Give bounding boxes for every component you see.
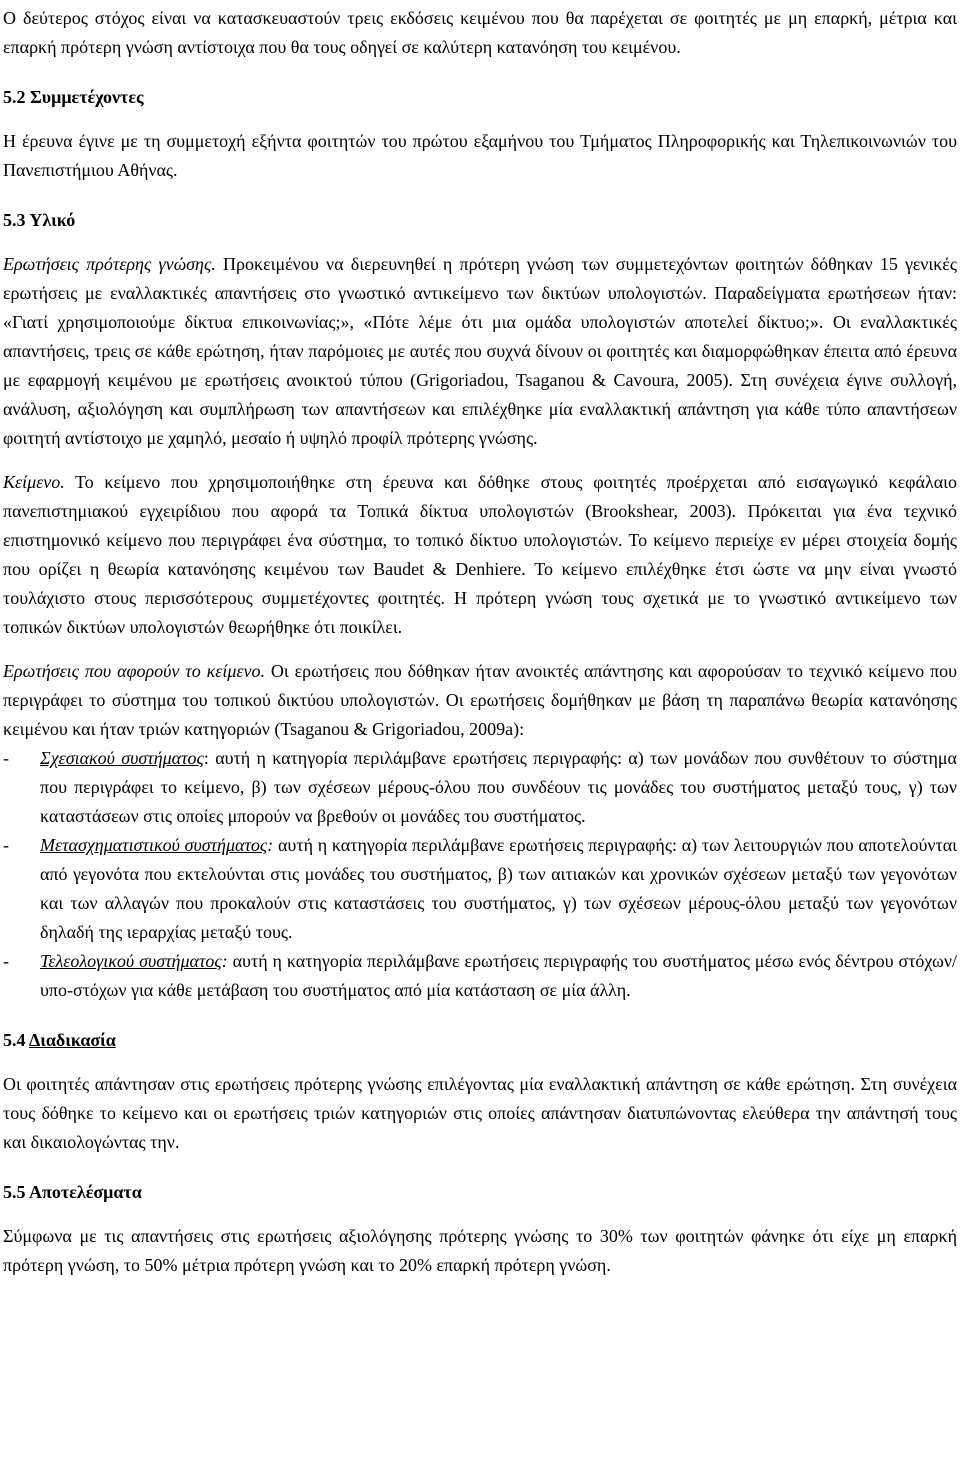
participants-paragraph: Η έρευνα έγινε με τη συμμετοχή εξήντα φοιτητών του πρώτου εξαμήνου του Τμήματος Πληροφορικής και Τηλεπικοινωνιών του Πανεπιστήμιου Αθήνας. <box>3 131 957 180</box>
intro-paragraph: Ο δεύτερος στόχος είναι να κατασκευαστούν τρεις εκδόσεις κειμένου που θα παρέχεται σε φοιτητές με μη επαρκή, μέτρια και επαρκή πρότερη γνώση αντίστοιχα που θα τους οδηγεί σε καλύτερη κατανόηση του κειμένου. <box>3 8 957 57</box>
paragraph-lead: Κείμενο. <box>3 472 65 492</box>
question-categories-list <box>3 744 957 1005</box>
section-number: 5.4 <box>3 1030 26 1050</box>
paragraph-lead: Ερωτήσεις που αφορούν το κείμενο. <box>3 661 265 681</box>
section-heading-5-3 <box>3 206 957 235</box>
section-title: Συμμετέχοντες <box>30 87 144 107</box>
category-separator: : <box>221 951 228 971</box>
category-description: αυτή η κατηγορία περιλάμβανε ερωτήσεις περιγραφής του συστήματος μέσω ενός δέντρου στόχων/ υπο-στόχων για κάθε μετάβαση του συστήματος από μία κατάσταση σε μία άλλη. <box>40 951 958 1000</box>
category-description: αυτή η κατηγορία περιλάμβανε ερωτήσεις περιγραφής: α) των μονάδων που συνθέτουν το σύστημα που περιγράφει το κείμενο, β) των σχέσεων μέρους-όλου που συνδέουν τις μονάδες του συστήματος μεταξύ τους, γ) των καταστάσεων στις οποίες μπορούν να βρεθούν οι μονάδες του συστήματος. <box>40 748 957 826</box>
paragraph-body: Το κείμενο που χρησιμοποιήθηκε στη έρευνα και δόθηκε στους φοιτητές προέρχεται από εισαγωγικό κεφάλαιο πανεπιστημιακού εγχειρίδιου που αφορά τα Τοπικά δίκτυα υπολογιστών (Brookshear, 2003). Πρόκειται για ένα τεχνικό επιστημονικό κείμενο που περιγράφει ένα σύστημα, το τοπικό δίκτυο υπολογιστών. Το κείμενο περιείχε εν μέρει στοιχεία δομής που ορίζει η θεωρία κατανόησης κειμένου των Baudet & Denhiere. Το κείμενο επιλέχθηκε έτσι ώστε να μην είναι γνωστό τουλάχιστο στους περισσότερους συμμετέχοντες φοιτητές. Η πρότερη γνώση τους σχετικά με το γνωστικό αντικείμενο των τοπικών δικτύων υπολογιστών θεωρήθηκε ότι ποικίλει. <box>3 472 957 637</box>
category-description: αυτή η κατηγορία περιλάμβανε ερωτήσεις περιγραφής: α) των λειτουργιών που αποτελούνται από γεγονότα που εκτελούνται στις μονάδες του συστήματος, β) των αιτιακών και χρονικών σχέσεων μεταξύ των γεγονότων και των αλλαγών που προκαλούν στις καταστάσεις του συστήματος, γ) των σχέσεων μέρους-όλου μεταξύ των γεγονότων δηλαδή της ιεραρχίας μεταξύ τους. <box>40 835 957 942</box>
category-separator: : <box>203 748 209 768</box>
category-term: Σχεσιακού συστήματος <box>40 748 204 768</box>
category-separator: : <box>267 835 274 855</box>
bullet-dash: - <box>3 835 9 855</box>
paragraph-lead: Ερωτήσεις πρότερης γνώσης. <box>3 254 216 274</box>
paragraph-body: Οι ερωτήσεις που δόθηκαν ήταν ανοικτές απάντησης και αφορούσαν το τεχνικό κείμενο που περιγράφει το σύστημα του τοπικού δικτύου υπολογιστών. Οι ερωτήσεις δομήθηκαν με βάση τη παραπάνω θεωρία κατανόησης κειμένου και ήταν τριών κατηγοριών (Tsaganou & Grigoriadou, 2009a): <box>3 661 957 739</box>
category-term: Μετασχηματιστικού συστήματος <box>40 835 268 855</box>
results-paragraph: Σύμφωνα με τις απαντήσεις στις ερωτήσεις αξιολόγησης πρότερης γνώσης το 30% των φοιτητών φάνηκε ότι είχε μη επαρκή πρότερη γνώση, το 50% μέτρια πρότερη γνώση και το 20% επαρκή πρότερη γνώση. <box>3 1226 957 1275</box>
section-title: Διαδικασία <box>29 1030 116 1050</box>
procedure-paragraph: Οι φοιτητές απάντησαν στις ερωτήσεις πρότερης γνώσης επιλέγοντας μία εναλλακτική απάντηση σε κάθε ερώτηση. Στη συνέχεια τους δόθηκε το κείμενο και οι ερωτήσεις τριών κατηγοριών στις οποίες απάντησαν διατυπώνοντας ελεύθερα την απάντησή τους και δικαιολογώντας την. <box>3 1074 957 1152</box>
section-number: 5.3 <box>3 210 26 230</box>
list-item <box>3 831 957 947</box>
section-heading-5-2 <box>3 83 957 112</box>
section-heading-5-5 <box>3 1178 957 1207</box>
section-title: Αποτελέσματα <box>29 1182 142 1202</box>
category-term: Τελεολογικού συστήματος <box>40 951 222 971</box>
section-heading-5-4 <box>3 1026 957 1055</box>
prior-knowledge-paragraph <box>3 250 957 453</box>
text-paragraph <box>3 468 957 642</box>
section-title: Υλικό <box>29 210 76 230</box>
bullet-dash: - <box>3 748 9 768</box>
section-number: 5.5 <box>3 1182 26 1202</box>
paragraph-body: Προκειμένου να διερευνηθεί η πρότερη γνώση των συμμετεχόντων φοιτητών δόθηκαν 15 γενικές ερωτήσεις με εναλλακτικές απαντήσεις στο γνωστικό αντικείμενο των δικτύων υπολογιστών. Παραδείγματα ερωτήσεων ήταν: «Γιατί χρησιμοποιούμε δίκτυα επικοινωνίας;», «Πότε λέμε ότι μια ομάδα υπολογιστών αποτελεί δίκτυο;». Οι εναλλακτικές απαντήσεις, τρεις σε κάθε ερώτηση, ήταν παρόμοιες με αυτές που συχνά δίνουν οι φοιτητές και διαμορφώθηκαν έπειτα από έρευνα με εφαρμογή κειμένου με ερωτήσεις ανοικτού τύπου (Grigoriadou, Tsaganou & Cavoura, 2005). Στη συνέχεια έγινε συλλογή, ανάλυση, αξιολόγηση και συμπλήρωση των απαντήσεων και επιλέχθηκε μία εναλλακτική απάντηση για κάθε τύπο απαντήσεων φοιτητή αντίστοιχο με χαμηλό, μεσαίο ή υψηλό προφίλ πρότερης γνώσης. <box>3 254 957 448</box>
section-number: 5.2 <box>3 87 26 107</box>
bullet-dash: - <box>3 951 9 971</box>
list-item <box>3 947 957 1005</box>
list-item <box>3 744 957 831</box>
text-questions-paragraph <box>3 657 957 744</box>
